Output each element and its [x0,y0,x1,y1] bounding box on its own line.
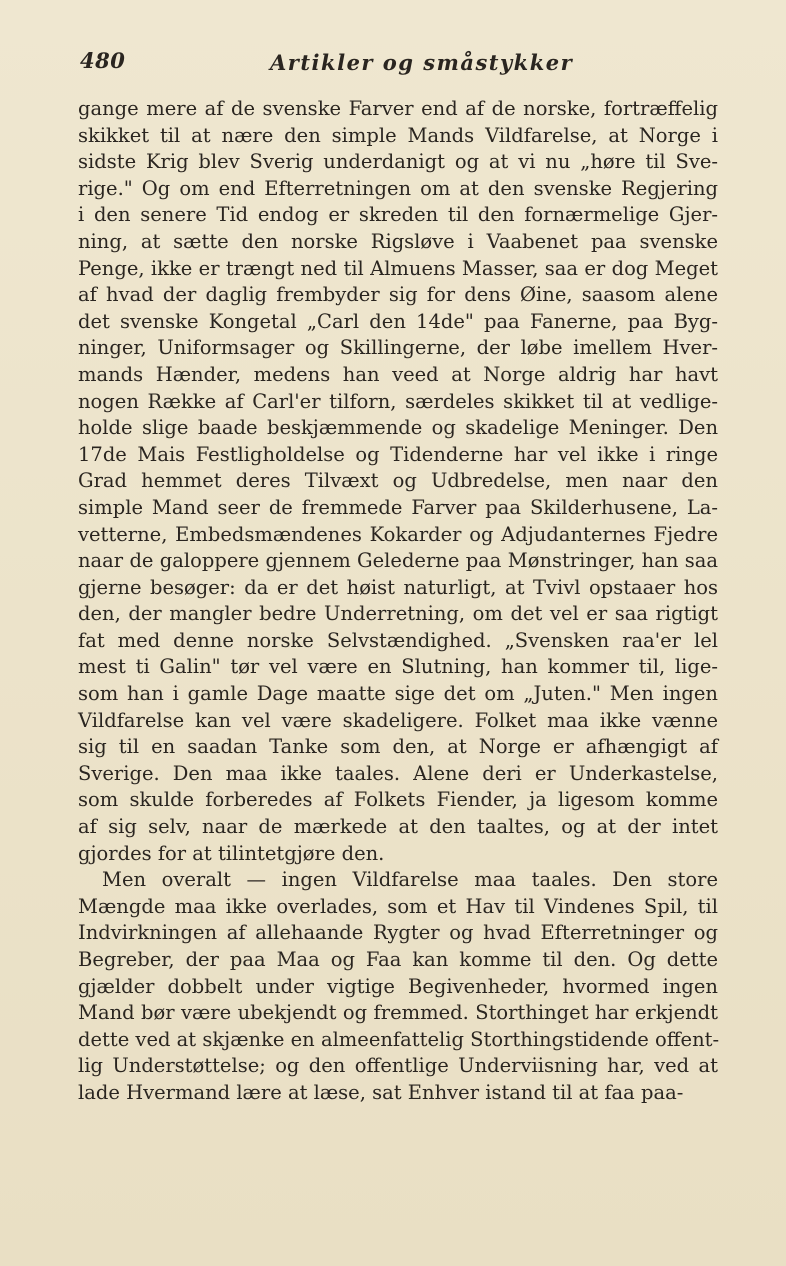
text-line: Begreber, der paa Maa og Faa kan komme til den. Og dette [78,948,718,971]
text-line: naar de galoppere gjennem Gelederne paa Mønstringer, han saa [78,549,718,573]
text-line: Men overalt — ingen Vildfarelse maa taales. Den store [102,868,718,892]
text-line: Sverige. Den maa ikke taales. Alene deri er Underkastelse, [78,761,718,785]
text-line: mands Hænder, medens han veed at Norge aldrig har havt [78,362,718,386]
text-line: Indvirkningen af allehaande Rygter og hvad Efterretninger og [78,921,718,945]
text-line: skikket til at nære den simple Mands Vildfarelse, at Norge i [78,123,718,147]
text-line: nogen Række af Carl'er tilforn, særdeles skikket til at vedlige- [78,389,718,413]
text-line: lade Hvermand lære at læse, sat Enhver istand til at faa paa- [78,1080,684,1104]
text-line: Mængde maa ikke overlades, som et Hav til Vindenes Spil, til [78,894,718,918]
text-line: fat med denne norske Selvstændighed. „Svensken raa'er lel [78,628,718,652]
text-line: den, der mangler bedre Underretning, om det vel er saa rigtigt [78,602,718,626]
body-text [78,96,718,1107]
text-line: af sig selv, naar de mærkede at den taaltes, og at der intet [78,815,718,839]
text-line: ninger, Uniformsager og Skillingerne, der løbe imellem Hver- [78,336,718,360]
text-line: af hvad der daglig frembyder sig for dens Øine, saasom alene [78,283,718,307]
text-line: Grad hemmet deres Tilvæxt og Udbredelse, men naar den [78,469,718,493]
text-line: som skulde forberedes af Folkets Fiender, ja ligesom komme [78,788,718,812]
text-line: ning, at sætte den norske Rigsløve i Vaabenet paa svenske [78,229,718,253]
text-line: vetterne, Embedsmændenes Kokarder og Adjudanternes Fjedre [78,522,718,546]
page-number: 480 [80,48,126,73]
text-line: sig til en saadan Tanke som den, at Norge er afhængigt af [78,735,718,759]
text-line: det svenske Kongetal „Carl den 14de" paa Fanerne, paa Byg- [78,309,718,333]
text-line: dette ved at skjænke en almeenfattelig Storthingstidende offent- [78,1027,720,1051]
text-line: sidste Krig blev Sverig underdanigt og at vi nu „høre til Sve- [78,150,718,174]
text-line: gjerne besøger: da er det høist naturligt, at Tvivl opstaaer hos [78,575,718,599]
text-line: holde slige baade beskjæmmende og skadelige Meninger. Den [78,416,718,440]
text-line: gange mere af de svenske Farver end af de norske, fortræffelig [78,97,718,120]
text-line: rige." Og om end Efterretningen om at den svenske Regjering [78,176,718,200]
text-line: Mand bør være ubekjendt og fremmed. Storthinget har erkjendt [78,1001,718,1025]
text-line: 17de Mais Festligholdelse og Tidenderne har vel ikke i ringe [78,442,718,466]
text-line: simple Mand seer de fremmede Farver paa Skilderhusene, La- [78,495,718,519]
text-line: mest ti Galin" tør vel være en Slutning, han kommer til, lige- [78,655,718,679]
text-line: gjordes for at tilintetgjøre den. [78,841,385,865]
running-title: Artikler og småstykker [270,50,574,75]
text-line: som han i gamle Dage maatte sige det om „Juten." Men ingen [78,682,718,706]
text-line: i den senere Tid endog er skreden til den fornærmelige Gjer- [78,203,718,227]
text-line: gjælder dobbelt under vigtige Begivenheder, hvormed ingen [78,974,718,998]
text-line: Penge, ikke er trængt ned til Almuens Masser, saa er dog Meget [78,256,718,280]
text-line: lig Understøttelse; og den offentlige Underviisning har, ved at [78,1054,718,1078]
text-line: Vildfarelse kan vel være skadeligere. Folket maa ikke vænne [78,708,718,732]
